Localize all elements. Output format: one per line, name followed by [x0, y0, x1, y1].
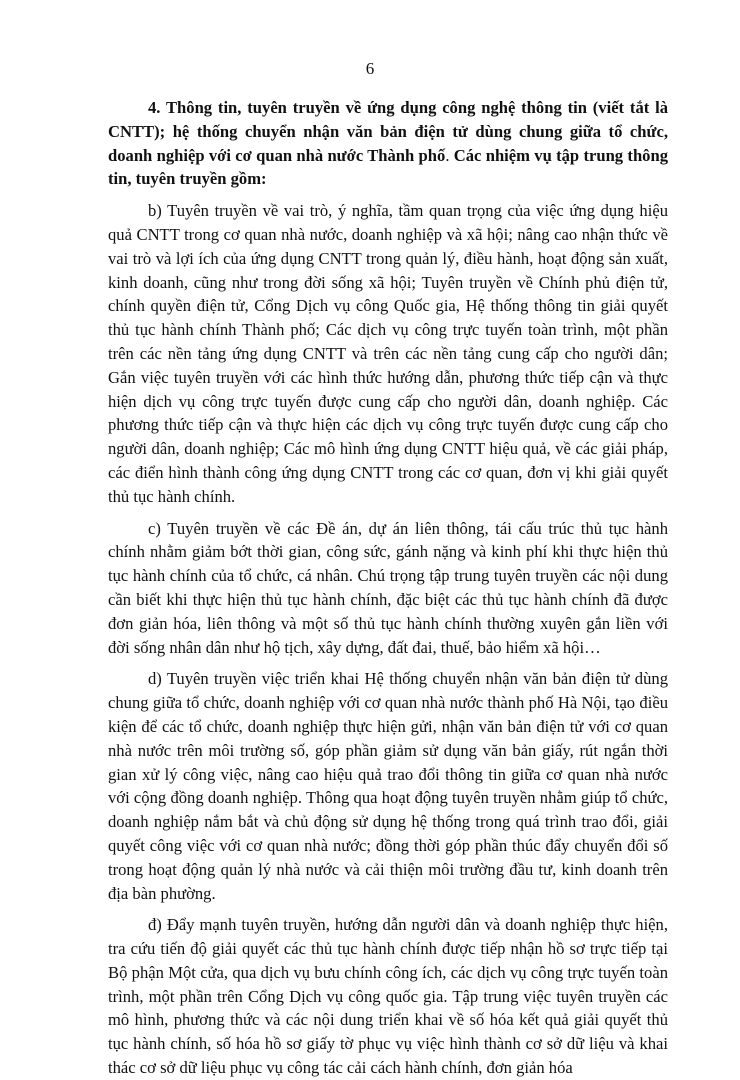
paragraph-c: c) Tuyên truyền về các Đề án, dự án liên thông, tái cấu trúc thủ tục hành chính nhằm giảm bớt thời gian, công sức, gánh nặng và kinh phí khi thực hiện thủ tục hành chính của tổ chức, cá nhân. Chú trọng tập trung tuyên truyền các nội dung cần biết khi thực hiện thủ tục hành chính, đặc biệt các thủ tục hành chính đã được đơn giản hóa, liên thông và một số thủ tục hành chính thường xuyên gắn liền với đời sống nhân dân như hộ tịch, xây dựng, đất đai, thuế, bảo hiểm xã hội… [108, 518, 668, 657]
section-heading [108, 96, 668, 191]
section-heading-lead: Các nhiệm vụ tập trung thông tin, tuyên truyền gồm: [108, 145, 668, 189]
section-heading-bold: 4. Thông tin, tuyên truyền về ứng dụng công nghệ thông tin (viết tắt là CNTT); hệ thống chuyển nhận văn bản điện tử dùng chung giữa tổ chức, doanh nghiệp với cơ quan nhà nước Thành phố [108, 98, 668, 165]
paragraph-b: b) Tuyên truyền về vai trò, ý nghĩa, tầm quan trọng của việc ứng dụng hiệu quả CNTT trong cơ quan nhà nước, doanh nghiệp và xã hội; nâng cao nhận thức về vai trò và lợi ích của ứng dụng CNTT trong quản lý, điều hành, hoạt động sản xuất, kinh doanh, cũng như trong đời sống xã hội; Tuyên truyền về Chính phủ điện tử, chính quyền điện tử, Cổng Dịch vụ công Quốc gia, Hệ thống thông tin giải quyết thủ tục hành chính Thành phố; Các dịch vụ công trực tuyến toàn trình, một phần trên các nền tảng ứng dụng CNTT và trên các nền tảng cung cấp cho người dân; Gắn việc tuyên truyền với các hình thức hướng dẫn, phương thức tiếp cận và thực hiện dịch vụ công trực tuyến được cung cấp cho người dân, doanh nghiệp. Các phương thức tiếp cận và thực hiện các dịch vụ công trực tuyến được cung cấp cho người dân, doanh nghiệp; Các mô hình ứng dụng CNTT hiệu quả, về các giải pháp, các điển hình thành công ứng dụng CNTT trong các cơ quan, đơn vị khi giải quyết thủ tục hành chính. [108, 201, 668, 506]
document-body [108, 96, 668, 1080]
paragraph-dd: đ) Đẩy mạnh tuyên truyền, hướng dẫn người dân và doanh nghiệp thực hiện, tra cứu tiến độ giải quyết các thủ tục hành chính được tiếp nhận hồ sơ trực tiếp tại Bộ phận Một cửa, qua dịch vụ bưu chính công ích, các dịch vụ công trực tuyến toàn trình, một phần trên Cổng Dịch vụ công quốc gia. Tập trung việc tuyên truyền các mô hình, phương thức và các nội dung triển khai về số hóa kết quả giải quyết thủ tục hành chính, số hóa hồ sơ giấy tờ phục vụ việc hình thành cơ sở dữ liệu và khai thác cơ sở dữ liệu phục vụ công tác cải cách hành chính, đơn giản hóa [108, 915, 668, 1078]
page-number: 6 [365, 59, 375, 78]
section-heading-separator: . [445, 145, 454, 165]
paragraph-d: d) Tuyên truyền việc triển khai Hệ thống chuyển nhận văn bản điện tử dùng chung giữa tổ chức, doanh nghiệp với cơ quan nhà nước thành phố Hà Nội, tạo điều kiện để các tổ chức, doanh nghiệp thực hiện gửi, nhận văn bản điện tử với cơ quan nhà nước trên môi trường số, góp phần giảm sử dụng văn bản giấy, rút ngắn thời gian xử lý công việc, nâng cao hiệu quả trao đổi thông tin giữa cơ quan nhà nước với cộng đồng doanh nghiệp. Thông qua hoạt động tuyên truyền nhằm giúp tổ chức, doanh nghiệp nắm bắt và chủ động sử dụng hệ thống trong quá trình trao đổi, giải quyết công việc với cơ quan nhà nước; đồng thời góp phần thúc đẩy chuyển đổi số trong hoạt động quản lý nhà nước và cải thiện môi trường đầu tư, kinh doanh trên địa bàn phường. [108, 669, 668, 903]
